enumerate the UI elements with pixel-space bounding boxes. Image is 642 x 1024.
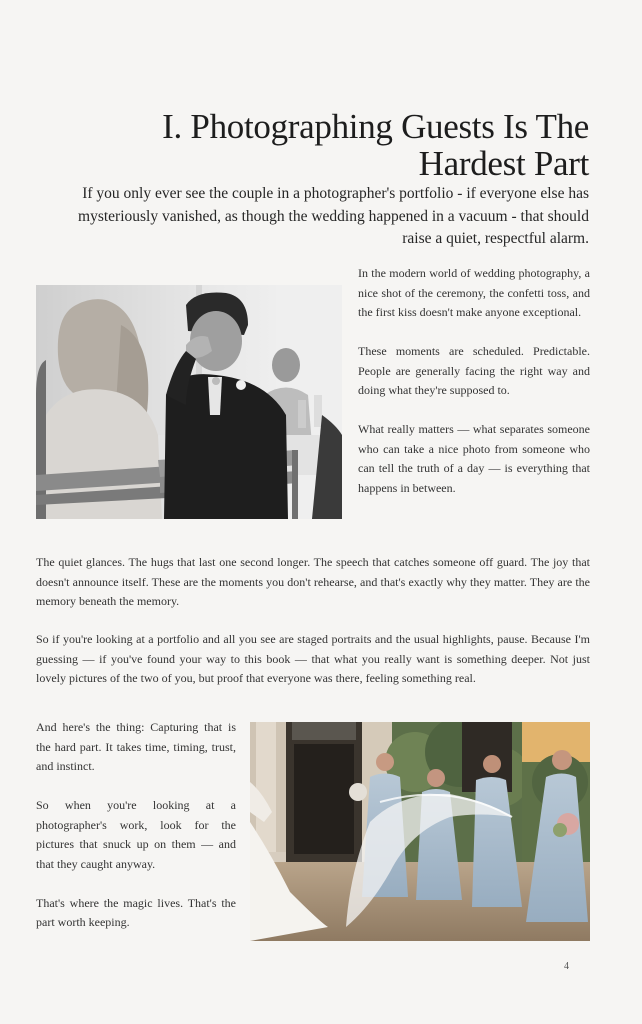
right-paragraph-1: In the modern world of wedding photography, a nice shot of the ceremony, the confetti toss, and the first kiss doesn't make anyone exceptional. [358, 266, 590, 319]
left-paragraph-3: That's where the magic lives. That's the part worth keeping. [36, 895, 236, 929]
right-paragraph-3: What really matters — what separates someone who can take a nice photo from someone who can tell the truth of a day — is everything that happens in between. [358, 422, 590, 495]
page-title: I. Photographing Guests Is The Hardest Part [162, 107, 589, 183]
page-number: 4 [564, 961, 569, 972]
page-subtitle: If you only ever see the couple in a photographer's portfolio - if everyone else has mysteriously vanished, as though the wedding happened in a vacuum - that should raise a quiet, respectful alarm. [78, 185, 589, 247]
photo-guest-emotional [36, 285, 342, 519]
full-paragraph-2: So if you're looking at a portfolio and all you see are staged portraits and the usual highlights, pause. Because I'm guessing — if you've found your way to this book — that what you really want is something deeper. Not just lovely pictures of the two of you, but proof that everyone was there, feeling something real. [36, 632, 590, 685]
full-paragraph-1: The quiet glances. The hugs that last one second longer. The speech that catches someone off guard. The joy that doesn't announce itself. These are the moments you don't rehearse, and that's exactly why they matter. They are the memory beneath the memory. [36, 555, 590, 608]
right-paragraph-2: These moments are scheduled. Predictable. People are generally facing the right way and doing what they're supposed to. [358, 344, 590, 397]
left-paragraph-2: So when you're looking at a photographer's work, look for the pictures that snuck up on them — and that they caught anyway. [36, 798, 236, 871]
photo-bridesmaids-veil [250, 722, 590, 941]
left-paragraph-1: And here's the thing: Capturing that is the hard part. It takes time, timing, trust, and instinct. [36, 720, 236, 773]
